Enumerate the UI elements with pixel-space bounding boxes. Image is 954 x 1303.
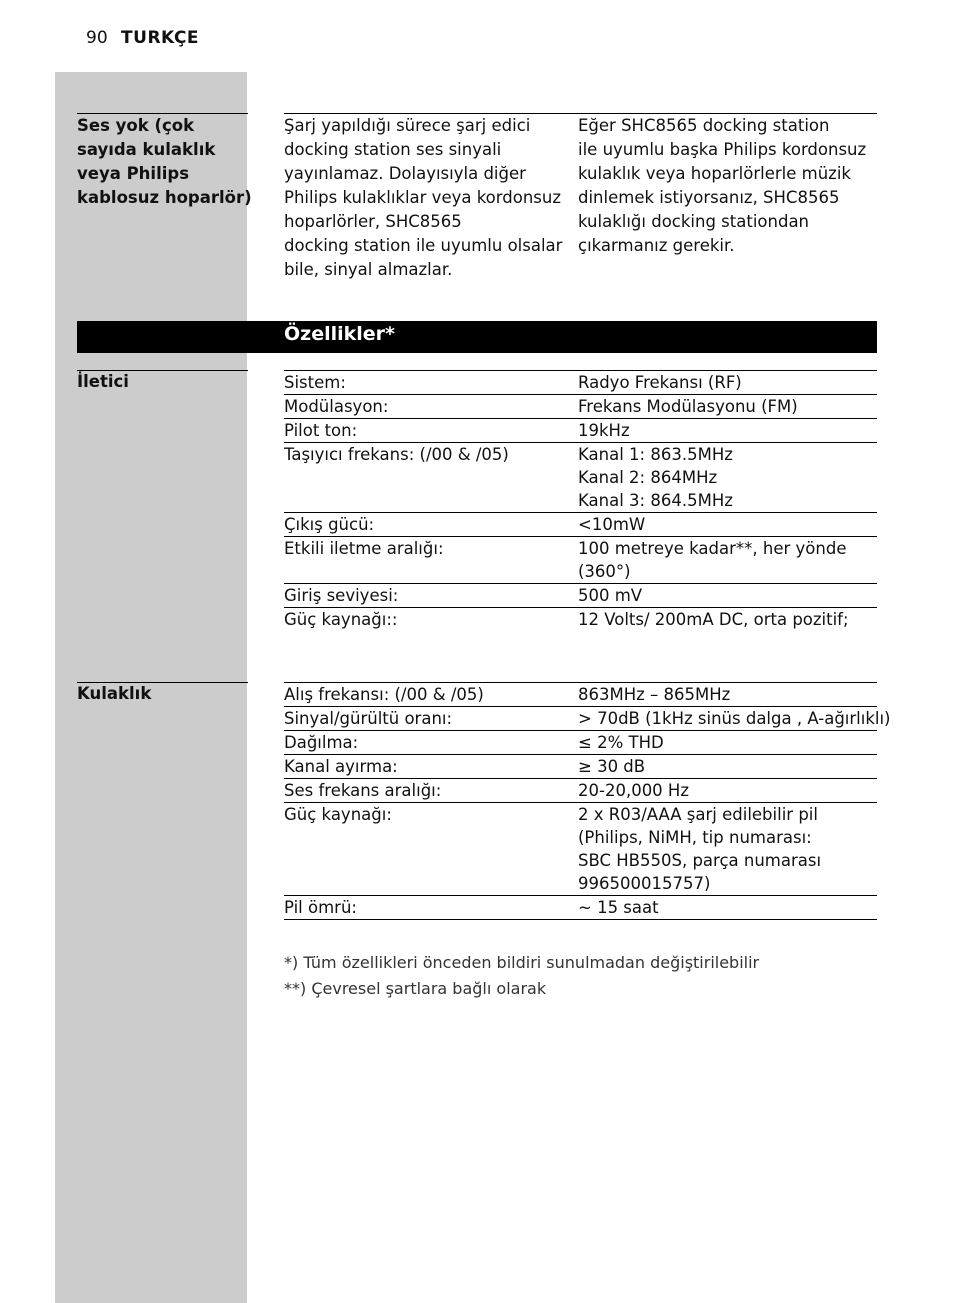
footnote: **) Çevresel şartlara bağlı olarak xyxy=(284,979,547,998)
table-row: Modülasyon: Frekans Modülasyonu (FM) xyxy=(284,394,877,418)
page-number: 90 xyxy=(86,28,108,48)
page-language: TURKÇE xyxy=(121,28,200,48)
table-row: Pilot ton: 19kHz xyxy=(284,418,877,442)
transmitter-spec-table xyxy=(284,370,877,631)
table-row: Ses frekans aralığı: 20-20,000 Hz xyxy=(284,778,877,802)
table-row: Dağılma: ≤ 2% THD xyxy=(284,730,877,754)
table-row: Pil ömrü: ~ 15 saat xyxy=(284,895,877,920)
table-row: Sinyal/gürültü oranı: > 70dB (1kHz sinüs dalga , A-ağırlıklı) xyxy=(284,706,877,730)
troubleshooting-problem: Ses yok (çok sayıda kulaklık veya Philips kablosuz hoparlör) xyxy=(77,116,252,207)
table-row: Giriş seviyesi: 500 mV xyxy=(284,583,877,607)
page-header xyxy=(86,26,199,50)
transmitter-label: İletici xyxy=(77,372,129,391)
table-row: Güç kaynağı: 2 x R03/AAA şarj edilebilir pil (Philips, NiMH, tip numarası: SBC HB550S, parça numarası 996500015757) xyxy=(284,802,877,895)
table-row: Alış frekansı: (/00 & /05) 863MHz – 865MHz xyxy=(284,682,877,706)
headphone-label: Kulaklık xyxy=(77,684,152,703)
table-row: Etkili iletme aralığı: 100 metreye kadar**, her yönde (360°) xyxy=(284,536,877,583)
headphone-spec-table xyxy=(284,682,891,920)
table-row: Taşıyıcı frekans: (/00 & /05) Kanal 1: 863.5MHz Kanal 2: 864MHz Kanal 3: 864.5MHz xyxy=(284,442,877,512)
specs-title: Özellikler* xyxy=(284,323,395,345)
table-row: Çıkış gücü: <10mW xyxy=(284,512,877,536)
troubleshooting-solution: Eğer SHC8565 docking station ile uyumlu başka Philips kordonsuz kulaklık veya hoparlörlerle müzik dinlemek istiyorsanız, SHC8565 kulaklığı docking stationdan çıkarmanız gerekir. xyxy=(578,116,867,255)
table-row: Kanal ayırma: ≥ 30 dB xyxy=(284,754,877,778)
footnote: *) Tüm özellikleri önceden bildiri sunulmadan değiştirilebilir xyxy=(284,953,760,972)
troubleshooting-cause: Şarj yapıldığı sürece şarj edici docking station ses sinyali yayınlamaz. Dolayısıyla diğer Philips kulaklıklar veya kordonsuz hoparlörler, SHC8565 docking station ile uyumlu olsalar bile, sinyal almazlar. xyxy=(284,116,563,279)
footnotes xyxy=(284,950,759,1002)
table-row: Güç kaynağı:: 12 Volts/ 200mA DC, orta pozitif; xyxy=(284,607,877,631)
specs-title-bar xyxy=(77,321,877,353)
table-row: Sistem: Radyo Frekansı (RF) xyxy=(284,370,877,394)
